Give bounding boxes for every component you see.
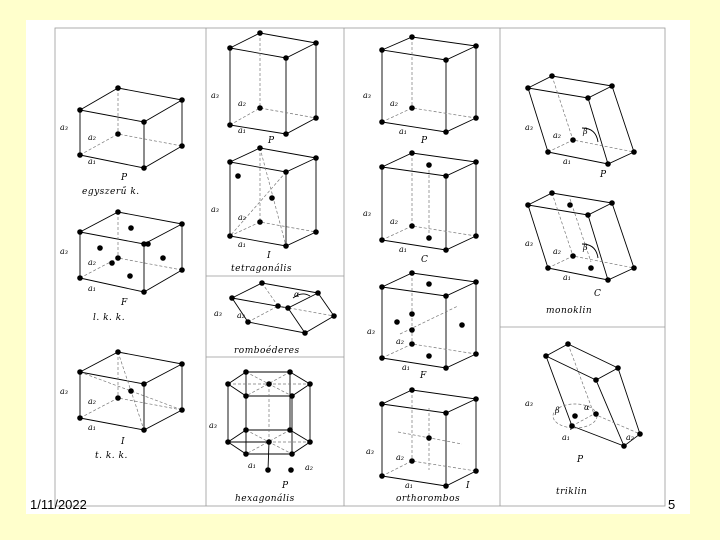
orthorhombic-i-a3-label: a₃	[366, 447, 374, 456]
triclinic-alpha-label: α	[584, 403, 590, 412]
tetragonal-p-atoms	[227, 30, 319, 137]
orthorhombic-f-a2-label: a₂	[396, 337, 404, 346]
monoclinic-caption: monoklin	[546, 306, 593, 316]
tetragonal-i-a3-label: a₃	[211, 205, 219, 214]
hexagonal-letter: P	[282, 481, 289, 491]
tetragonal-i-a1-label: a₁	[238, 240, 246, 249]
cubic-f-cell	[60, 209, 185, 323]
triclinic-a3-label: a₃	[525, 399, 533, 408]
triclinic-cell	[525, 341, 643, 497]
monoclinic-p-atoms	[525, 73, 637, 167]
orthorhombic-f-a1-label: a₁	[402, 363, 410, 372]
cubic-i-a2-label: a₂	[88, 397, 96, 406]
monoclinic-p-letter: P	[600, 170, 607, 180]
hexagonal-caption: hexagonális	[235, 494, 295, 504]
cubic-p-caption: egyszerű k.	[82, 187, 140, 197]
triclinic-a1-label: a₁	[562, 433, 570, 442]
orthorhombic-p-a1-label: a₁	[399, 127, 407, 136]
page-number: 5	[668, 497, 676, 512]
hexagonal-a3-label: a₃	[209, 421, 217, 430]
cubic-i-letter: I	[121, 437, 126, 447]
tetragonal-p-a3-label: a₃	[211, 91, 219, 100]
tetragonal-i-a2-label: a₂	[238, 213, 246, 222]
monoclinic-p-cell	[525, 73, 637, 180]
orthorhombic-i-atoms	[379, 387, 479, 489]
triclinic-caption: triklin	[556, 487, 588, 497]
orthorhombic-caption: orthorombos	[396, 494, 461, 504]
triclinic-a2-label: a₂	[626, 433, 634, 442]
cubic-p-a3-label: a₃	[60, 123, 68, 132]
tetragonal-caption: tetragonális	[231, 264, 292, 274]
orthorhombic-f-letter: F	[420, 371, 427, 381]
cubic-i-caption: t. k. k.	[95, 451, 128, 461]
rhombohedral-a3-label: a₃	[214, 309, 222, 318]
cubic-i-a3-label: a₃	[60, 387, 68, 396]
tetragonal-p-cell	[211, 30, 319, 146]
triclinic-gamma-label: γ	[569, 421, 574, 430]
orthorhombic-c-a2-label: a₂	[390, 217, 398, 226]
tetragonal-p-letter: P	[268, 136, 275, 146]
orthorhombic-p-a3-label: a₃	[363, 91, 371, 100]
orthorhombic-c-letter: C	[421, 255, 429, 265]
orthorhombic-c-a3-label: a₃	[363, 209, 371, 218]
orthorhombic-f-atoms	[379, 270, 479, 371]
tetragonal-p-a2-label: a₂	[238, 99, 246, 108]
monoclinic-c-letter: C	[594, 289, 602, 299]
tetragonal-i-cell	[211, 145, 319, 274]
cubic-f-atoms	[77, 209, 185, 295]
monoclinic-c-cell	[525, 190, 637, 316]
hexagonal-a2-label: a₂	[305, 463, 313, 472]
cubic-i-a1-label: a₁	[88, 423, 96, 432]
bravais-lattices-svg	[26, 20, 690, 514]
cubic-p-cell	[60, 85, 185, 197]
orthorhombic-f-a3-label: a₃	[367, 327, 375, 336]
orthorhombic-c-cell	[363, 150, 479, 265]
orthorhombic-p-atoms	[379, 34, 479, 135]
cubic-f-a2-label: a₂	[88, 258, 96, 267]
cubic-f-letter: F	[121, 298, 128, 308]
cubic-p-a2-label: a₂	[88, 133, 96, 142]
bravais-lattices-figure	[26, 20, 690, 514]
orthorhombic-p-letter: P	[421, 136, 428, 146]
rhombohedral-caption: romboéderes	[234, 346, 300, 356]
footer-date: 1/11/2022	[30, 497, 87, 512]
rhombohedral-atoms	[229, 280, 337, 336]
monoclinic-p-a2-label: a₂	[553, 131, 561, 140]
rhombohedral-alpha-label: α	[294, 290, 300, 299]
cubic-p-a1-label: a₁	[88, 157, 96, 166]
orthorhombic-p-cell	[363, 34, 479, 146]
rhombohedral-a2-label: a₂	[237, 311, 245, 320]
hexagonal-cell	[209, 369, 313, 504]
cubic-p-letter: P	[121, 173, 128, 183]
tetragonal-p-a1-label: a₁	[238, 126, 246, 135]
orthorhombic-f-cell	[367, 270, 479, 381]
cubic-i-cell	[60, 349, 185, 461]
tetragonal-i-atoms	[227, 145, 319, 249]
orthorhombic-p-a2-label: a₂	[390, 99, 398, 108]
rhombohedral-cell	[214, 280, 337, 356]
monoclinic-c-beta-label: β	[583, 243, 588, 252]
cubic-f-a3-label: a₃	[60, 247, 68, 256]
triclinic-beta-label: β	[555, 406, 560, 415]
triclinic-letter: P	[577, 455, 584, 465]
monoclinic-c-a3-label: a₃	[525, 239, 533, 248]
cubic-f-a1-label: a₁	[88, 284, 96, 293]
monoclinic-p-a3-label: a₃	[525, 123, 533, 132]
monoclinic-c-a2-label: a₂	[553, 247, 561, 256]
monoclinic-p-a1-label: a₁	[563, 157, 571, 166]
tetragonal-i-letter: I	[267, 251, 272, 261]
orthorhombic-i-a2-label: a₂	[396, 453, 404, 462]
monoclinic-c-atoms	[525, 190, 637, 283]
orthorhombic-c-a1-label: a₁	[399, 245, 407, 254]
figure-grid	[55, 28, 665, 506]
cubic-f-caption: l. k. k.	[93, 313, 126, 323]
monoclinic-p-beta-label: β	[583, 127, 588, 136]
orthorhombic-i-cell	[366, 387, 479, 504]
orthorhombic-i-a1-label: a₁	[405, 481, 413, 490]
hexagonal-a1-label: a₁	[248, 461, 256, 470]
monoclinic-c-a1-label: a₁	[563, 273, 571, 282]
orthorhombic-i-letter: I	[466, 481, 471, 491]
